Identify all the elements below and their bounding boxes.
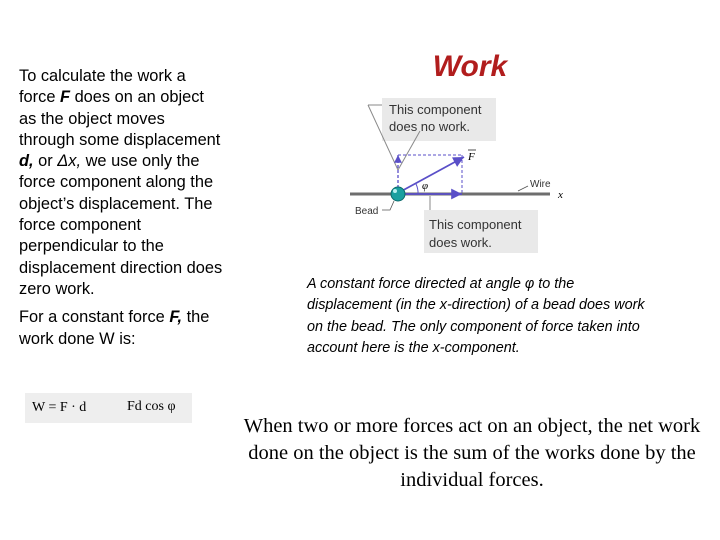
intro-text-part: or <box>33 152 58 171</box>
displacement-symbol: d, <box>19 152 34 171</box>
formula-cosine: Fd cos φ <box>127 399 176 414</box>
pointer-line <box>382 201 394 210</box>
bead-label: Bead <box>355 206 379 217</box>
constant-force-paragraph <box>19 307 224 350</box>
force-symbol: F, <box>169 308 183 327</box>
pointer-line <box>518 186 528 191</box>
constant-force-text: the work done W is: <box>19 308 210 348</box>
intro-text <box>19 66 224 350</box>
force-symbol: F <box>60 88 71 107</box>
net-work-statement: When two or more forces act on an object, the net work done on the object is the sum of the works done by the individual forces. <box>243 415 701 491</box>
intro-text-part: To calculate the work a force <box>19 67 186 107</box>
force-vector <box>398 157 464 193</box>
label-no-work-line1: This component <box>389 102 482 117</box>
bead-highlight <box>393 189 397 193</box>
intro-text-part: does on an object as the object moves through some displacement <box>19 88 221 149</box>
work-formula <box>25 393 192 423</box>
delta-x-symbol: Δx, <box>57 152 82 171</box>
label-no-work-line2: does no work. <box>389 119 470 134</box>
angle-label: φ <box>422 180 429 192</box>
intro-text-part: we use only the force component along the object’s displacement. The force component perpendicular to the displacement direction does zero work. <box>19 152 223 298</box>
page-title: Work <box>432 50 508 83</box>
wire-label: Wire <box>530 179 551 190</box>
formula-dot-product: W = F · d <box>32 400 87 415</box>
bead <box>391 187 405 201</box>
diagram-caption: A constant force directed at angle φ to the displacement (in the x-direction) of a bead does work on the bead. The only component of force taken into account here is the x-component. <box>307 276 645 356</box>
intro-paragraph <box>19 66 224 300</box>
label-does-work-line1: This component <box>429 217 522 232</box>
label-does-work-line2: does work. <box>429 235 492 250</box>
force-label: F <box>468 151 475 163</box>
x-axis-label: x <box>558 189 563 201</box>
bead-force-diagram <box>340 95 580 265</box>
constant-force-text: For a constant force <box>19 308 170 327</box>
